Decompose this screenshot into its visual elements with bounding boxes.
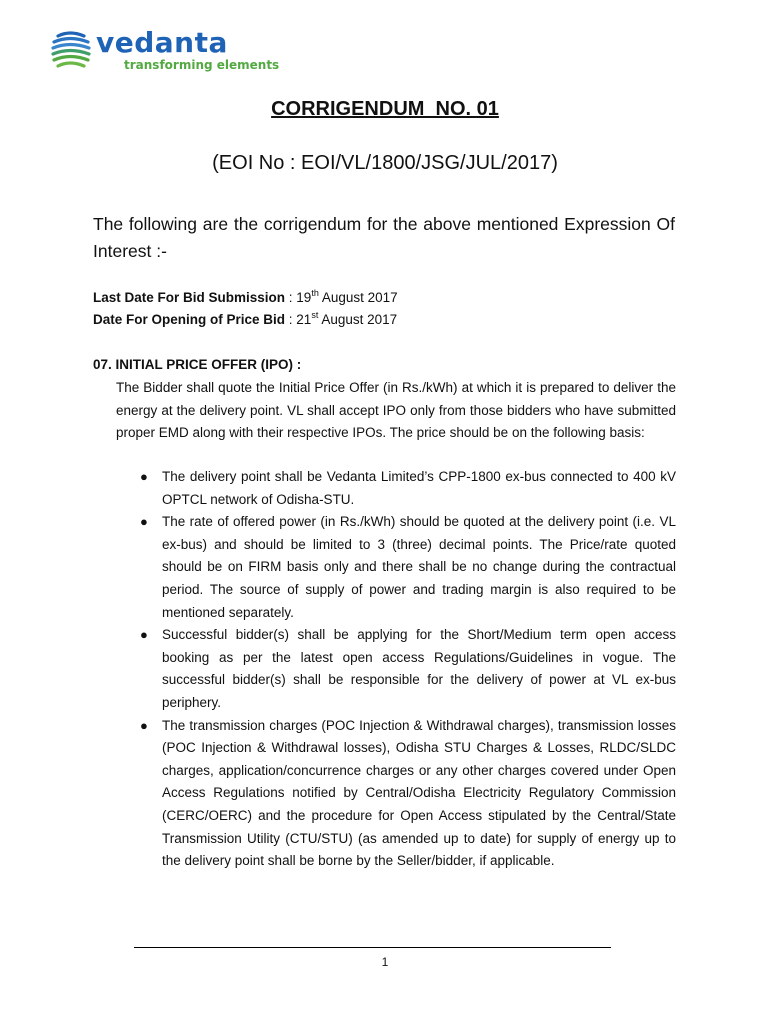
list-item [116, 466, 676, 511]
section-heading: 07. INITIAL PRICE OFFER (IPO) : [93, 357, 302, 372]
eoi-number: (EOI No : EOI/VL/1800/JSG/JUL/2017) [212, 152, 558, 174]
list-item-text: The transmission charges (POC Injection & Withdrawal charges), transmission losses (POC Injection & Withdrawal losses), Odisha STU Charges & Losses, RLDC/SLDC charges, application/concurrence charges or any other charges covered under Open Access Regulations notified by Central/Odisha Electricity Regulatory Commission (CERC/OERC) and the procedure for Open Access stipulated by the Central/State Transmission Utility (CTU/STU) (as amended up to date) for supply of energy up to the delivery point shall be borne by the Seller/bidder, if applicable. [162, 717, 676, 869]
intro-paragraph: The following are the corrigendum for the above mentioned Expression Of Interest :- [93, 214, 675, 261]
vedanta-wave-logo-icon [50, 28, 92, 72]
section-paragraph: The Bidder shall quote the Initial Price Offer (in Rs./kWh) at which it is prepared to deliver the energy at the delivery point. VL shall accept IPO only from those bidders who have submitted proper EMD along with their respective IPOs. The price should be on the following basis: [116, 380, 676, 441]
bullet-icon: ● [140, 514, 148, 530]
page-number: 1 [381, 955, 389, 969]
document-title: CORRIGENDUM NO. 01 [271, 98, 499, 120]
list-item-text: The delivery point shall be Vedanta Limited’s CPP-1800 ex-bus connected to 400 kV OPTCL network of Odisha-STU. [162, 469, 676, 507]
day-suffix: st [311, 310, 319, 320]
separator: : [285, 290, 297, 305]
separator: : [285, 312, 297, 327]
footer-divider [134, 947, 611, 948]
bid-submission-date [93, 290, 398, 305]
bid-submission-label: Last Date For Bid Submission [93, 290, 286, 305]
list-item [116, 511, 676, 624]
list-item-text: Successful bidder(s) shall be applying for the Short/Medium term open access booking as per the latest open access Regulations/Guidelines in vogue. The successful bidder(s) shall be responsible for the delivery of power at VL ex-bus periphery. [162, 627, 676, 710]
list-item [116, 715, 676, 873]
logo-wordmark: vedanta [96, 26, 228, 59]
bullet-icon: ● [140, 627, 148, 643]
logo-tagline: transforming elements [124, 58, 280, 72]
price-bid-label: Date For Opening of Price Bid [93, 312, 286, 327]
bullet-list [116, 466, 676, 873]
company-logo [50, 26, 290, 76]
day: 21 [296, 312, 312, 327]
bullet-icon: ● [140, 717, 148, 733]
price-bid-opening-date [93, 312, 397, 327]
month-year: August 2017 [318, 290, 398, 305]
list-item [116, 624, 676, 714]
day-suffix: th [311, 288, 319, 298]
day: 19 [296, 290, 312, 305]
bullet-icon: ● [140, 469, 148, 484]
month-year: August 2017 [318, 312, 398, 327]
list-item-text: The rate of offered power (in Rs./kWh) should be quoted at the delivery point (i.e. VL ex-bus) and should be limited to 3 (three) decimal points. The Price/rate quoted should be on FIRM basis only and there shall be no change during the contractual period. The source of supply of power and trading margin is also required to be mentioned separately. [162, 514, 676, 620]
